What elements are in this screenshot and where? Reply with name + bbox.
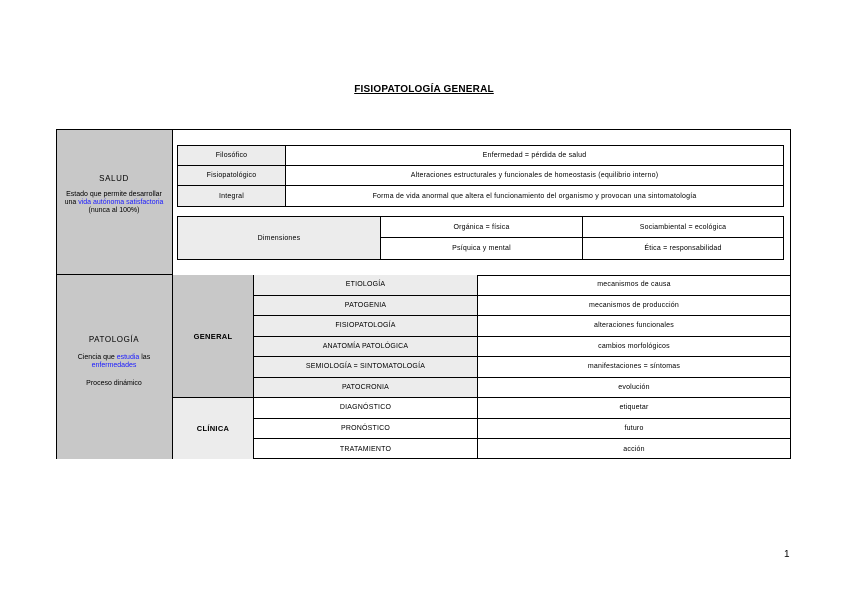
dimension-cell: Orgánica = física [381,217,583,238]
patologia-desc-mid: las [141,354,151,361]
salud-desc-plain: Estado que permite desarrollar una [64,191,162,206]
patologia-heading: PATOLOGÍA [88,335,140,344]
dimensions-label: Dimensiones [178,217,381,259]
meaning-cell: acción [623,445,645,453]
meaning-cell: futuro [478,419,790,440]
definition-label: Fisiopatológico [178,166,286,186]
dimension-cell: Psíquica y mental [381,238,583,259]
salud-description [63,191,165,215]
dimension-cell: Sociambiental = ecológica [583,217,783,238]
dimensions-table [177,216,784,260]
page-number: 1 [784,549,790,560]
definition-label: Filosófico [178,146,286,166]
patologia-desc-plain: Ciencia que [77,354,115,361]
patologia-description [63,354,165,370]
salud-heading: SALUD [99,174,129,183]
dimension-cell: Ética = responsabilidad [644,245,722,252]
salud-header-cell [57,130,173,275]
summary-table [56,129,791,459]
patologia-desc-highlight: enfermedades [91,362,137,369]
term-cell: PATOGENIA [254,296,478,317]
patologia-desc-highlight: estudia [116,354,140,361]
term-cell: ETIOLOGÍA [254,275,478,296]
definition-value: Forma de vida anormal que altera el funcionamiento del organismo y provocan una sintomatología [372,192,697,200]
patologia-header-cell [57,275,173,459]
page-title: FISIOPATOLOGÍA GENERAL [354,84,494,95]
definition-value: Alteraciones estructurales y funcionales de homeostasis (equilibrio interno) [286,166,783,186]
meaning-cell: etiquetar [478,398,790,419]
general-label: GENERAL [173,275,254,398]
salud-definitions-table [177,145,784,207]
term-cell: TRATAMIENTO [254,439,478,459]
term-cell: DIAGNÓSTICO [254,398,478,419]
meaning-cell: alteraciones funcionales [478,316,790,337]
meaning-cell: cambios morfológicos [478,337,790,358]
definition-value: Enfermedad = pérdida de salud [286,146,783,166]
term-cell: PRONÓSTICO [254,419,478,440]
term-cell: PATOCRONIA [254,378,478,399]
salud-desc-highlight: vida autónoma satisfactoria [78,199,164,206]
term-cell: SEMIOLOGÍA = SINTOMATOLOGÍA [254,357,478,378]
meaning-cell: evolución [478,378,790,399]
meaning-cell: manifestaciones = síntomas [478,357,790,378]
definition-label: Integral [178,186,286,206]
clinica-label: CLÍNICA [173,398,254,459]
patologia-terms [254,275,790,459]
meaning-cell: mecanismos de producción [478,296,790,317]
patologia-process: Proceso dinámico [86,380,142,387]
term-cell: ANATOMÍA PATOLÓGICA [254,337,478,358]
salud-desc-end: (nunca al 100%) [88,207,140,214]
meaning-cell: mecanismos de causa [478,275,790,296]
term-cell: FISIOPATOLOGÍA [254,316,478,337]
